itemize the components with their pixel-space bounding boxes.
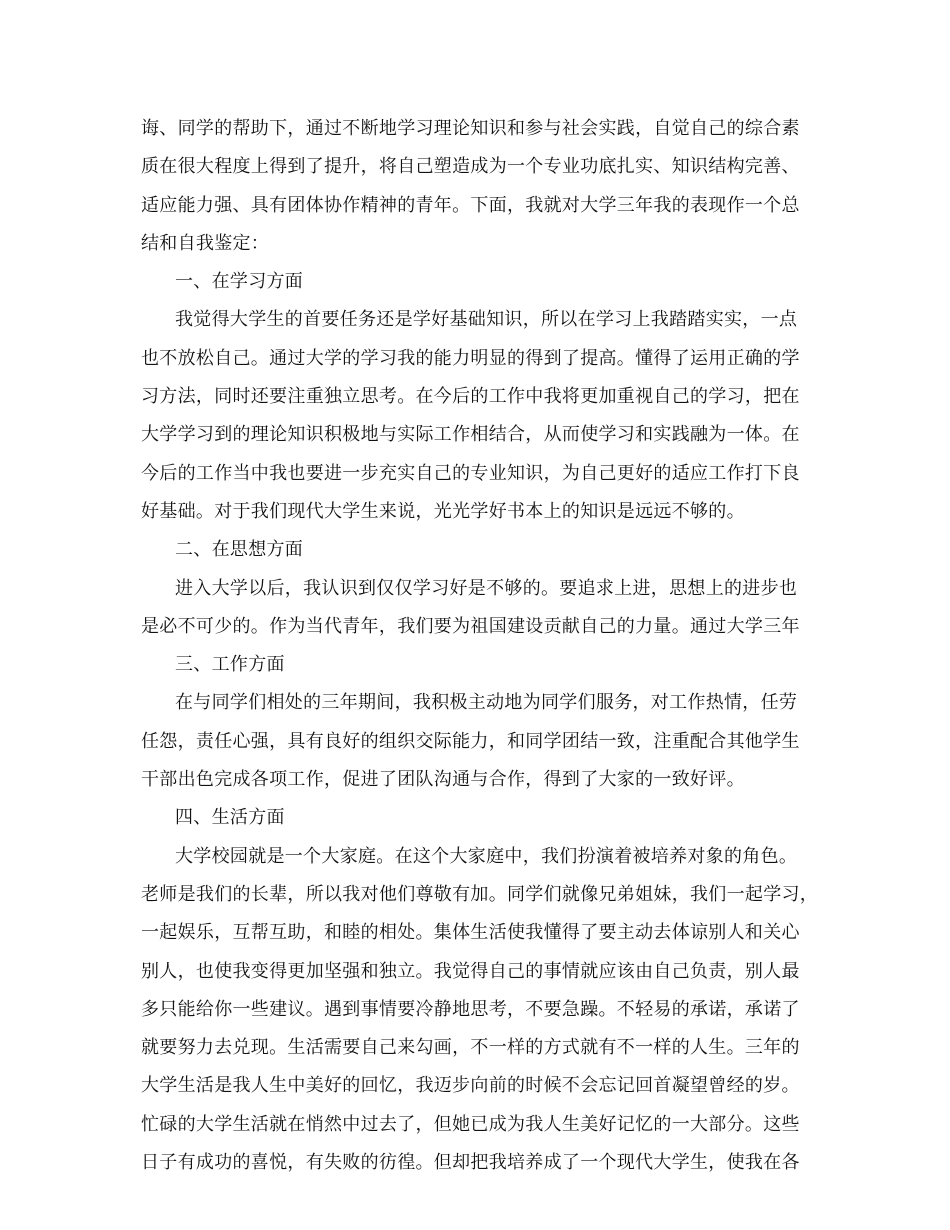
text-line: 习方法，同时还要注重独立思考。在今后的工作中我将更加重视自己的学习，把在: [141, 386, 800, 408]
text-line: 我觉得大学生的首要任务还是学好基础知识，所以在学习上我踏踏实实，一点: [175, 309, 798, 331]
text-line: 老师是我们的长辈，所以我对他们尊敬有加。同学们就像兄弟姐妹，我们一起学习，: [141, 883, 819, 905]
text-line: 别人，也使我变得更加坚强和独立。我觉得自己的事情就应该由自己负责，别人最: [141, 960, 800, 982]
section-heading: 三、工作方面: [175, 654, 285, 676]
text-line: 忙碌的大学生活就在悄然中过去了，但她已成为我人生美好记忆的一大部分。这些: [141, 1113, 800, 1135]
section-heading: 二、在思想方面: [175, 539, 304, 561]
text-line: 质在很大程度上得到了提升，将自己塑造成为一个专业功底扎实、知识结构完善、: [141, 156, 800, 178]
text-line: 在与同学们相处的三年期间，我积极主动地为同学们服务，对工作热情，任劳: [175, 692, 798, 714]
text-line: 好基础。对于我们现代大学生来说，光光学好书本上的知识是远远不够的。: [141, 500, 745, 522]
text-line: 进入大学以后，我认识到仅仅学习好是不够的。要追求上进，思想上的进步也: [175, 577, 798, 599]
text-line: 大学校园就是一个大家庭。在这个大家庭中，我们扮演着被培养对象的角色。: [175, 845, 798, 867]
text-line: 今后的工作当中我也要进一步充实自己的专业知识，为自己更好的适应工作打下良: [141, 462, 800, 484]
text-line: 大学生活是我人生中美好的回忆，我迈步向前的时候不会忘记回首凝望曾经的岁。: [141, 1075, 800, 1097]
text-line: 是必不可少的。作为当代青年，我们要为祖国建设贡献自己的力量。通过大学三年: [141, 615, 800, 637]
text-line: 多只能给你一些建议。遇到事情要冷静地思考，不要急躁。不轻易的承诺，承诺了: [141, 998, 800, 1020]
text-line: 日子有成功的喜悦，有失败的彷徨。但却把我培养成了一个现代大学生，使我在各: [141, 1152, 800, 1174]
text-line: 诲、同学的帮助下，通过不断地学习理论知识和参与社会实践，自觉自己的综合素: [141, 118, 800, 139]
text-line: 大学学习到的理论知识积极地与实际工作相结合，从而使学习和实践融为一体。在: [141, 424, 800, 446]
text-line: 干部出色完成各项工作，促进了团队沟通与合作，得到了大家的一致好评。: [141, 769, 745, 791]
section-heading: 四、生活方面: [175, 807, 285, 829]
text-line: 结和自我鉴定：: [141, 232, 270, 254]
section-heading: 一、在学习方面: [175, 271, 304, 293]
text-line: 一起娱乐，互帮互助，和睦的相处。集体生活使我懂得了要主动去体谅别人和关心: [141, 922, 800, 944]
text-line: 适应能力强、具有团体协作精神的青年。下面，我就对大学三年我的表现作一个总: [141, 194, 800, 216]
text-line: 任怨，责任心强，具有良好的组织交际能力，和同学团结一致，注重配合其他学生: [141, 730, 800, 752]
document-body: [141, 110, 821, 1182]
text-line: 就要努力去兑现。生活需要自己来勾画，不一样的方式就有不一样的人生。三年的: [141, 1037, 800, 1059]
text-line: 也不放松自己。通过大学的学习我的能力明显的得到了提高。懂得了运用正确的学: [141, 347, 800, 369]
